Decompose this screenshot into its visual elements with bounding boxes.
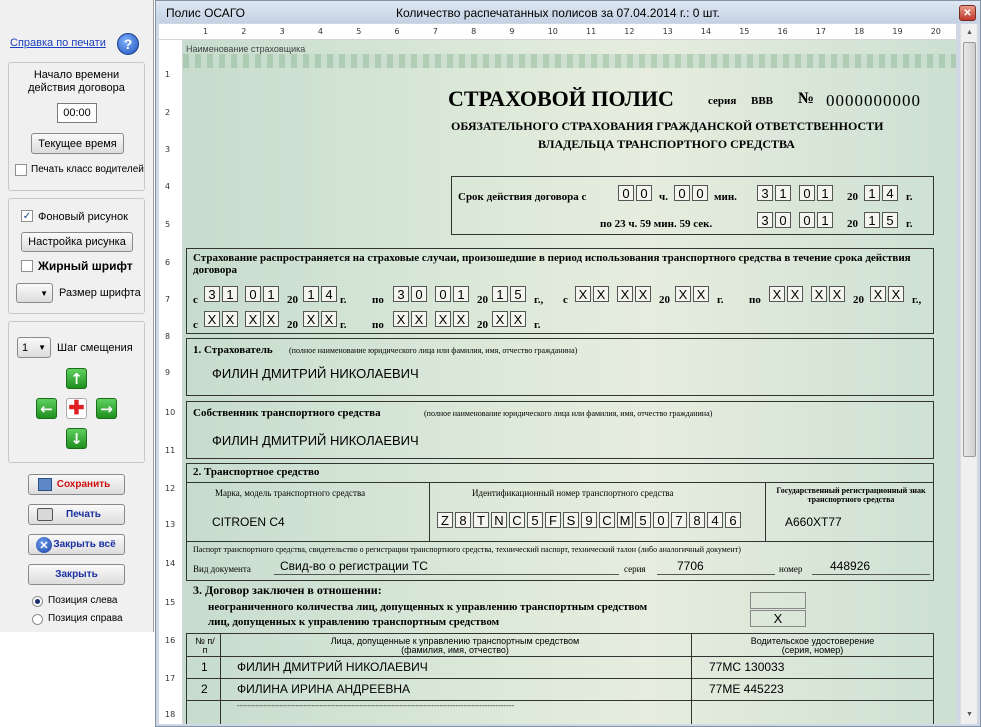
start-hour-digit: 0 xyxy=(618,185,634,201)
help-icon[interactable]: ? xyxy=(117,33,139,55)
ruler-col-label: 7 xyxy=(432,27,438,36)
x-digit: X xyxy=(593,286,609,302)
p1-to-digit: 5 xyxy=(510,286,526,302)
position-left-radio[interactable] xyxy=(32,596,43,607)
start-time-label: Начало времени действия договора xyxy=(28,69,125,94)
ruler-row-label: 4 xyxy=(165,182,171,191)
start-time-input[interactable]: 00:00 xyxy=(57,103,97,123)
start-year xyxy=(864,185,900,201)
offset-step-value: 1 xyxy=(22,341,29,354)
driver-2-name: ФИЛИНА ИРИНА АНДРЕЕВНА xyxy=(237,682,410,696)
image-settings-button[interactable]: Настройка рисунка xyxy=(21,232,133,252)
ruler-col-label: 10 xyxy=(547,27,558,36)
end-day-digit: 3 xyxy=(757,212,773,228)
reg-number: А660ХТ77 xyxy=(785,515,842,529)
vin-char: 6 xyxy=(725,512,741,528)
period2-from-day xyxy=(575,286,611,302)
arrow-right-icon[interactable]: → xyxy=(96,398,117,419)
close-circle-icon: ✕ xyxy=(36,537,52,553)
start-year-digit: 1 xyxy=(864,185,880,201)
unlimited-checkbox xyxy=(750,592,806,609)
ruler-row-label: 14 xyxy=(165,559,176,568)
end-month-digit: 1 xyxy=(817,212,833,228)
p1-from-digit: 4 xyxy=(321,286,337,302)
period-to-label: по xyxy=(372,294,384,306)
save-button[interactable] xyxy=(28,474,125,495)
ruler-row-label: 13 xyxy=(165,520,176,529)
ruler-row-label: 16 xyxy=(165,636,176,645)
x-digit: X xyxy=(222,311,238,327)
vin-char: F xyxy=(545,512,561,528)
insured-name: ФИЛИН ДМИТРИЙ НИКОЛАЕВИЧ xyxy=(212,366,419,381)
vin-char: N xyxy=(491,512,507,528)
hour-label: ч. xyxy=(659,191,668,203)
close-icon[interactable]: ✕ xyxy=(959,5,976,21)
make-label: Марка, модель транспортного средства xyxy=(215,488,366,498)
divider xyxy=(429,482,430,541)
period3-to-day xyxy=(393,311,429,327)
x-digit: X xyxy=(870,286,886,302)
arrow-left-icon[interactable]: ← xyxy=(36,398,57,419)
p1-to-digit: 1 xyxy=(492,286,508,302)
coverage-text: Страхование распространяется на страховые случаи, произошедшие в период использования транспортного средства в течение срока действия договора xyxy=(193,252,911,276)
x-digit: X xyxy=(303,311,319,327)
end-year xyxy=(864,212,900,228)
ruler-row-label: 3 xyxy=(165,145,171,154)
owner-box xyxy=(186,401,934,459)
vin-boxes xyxy=(437,512,743,528)
driver-1-license: 77МС 130033 xyxy=(709,660,785,674)
period3-from-label: с xyxy=(193,319,198,331)
x-digit: X xyxy=(888,286,904,302)
x-digit: X xyxy=(575,286,591,302)
vertical-scrollbar[interactable] xyxy=(960,24,977,724)
background-image-checkbox[interactable]: ✓ xyxy=(22,210,32,222)
x-digit: X xyxy=(787,286,803,302)
printer-icon xyxy=(37,508,53,521)
p1-to-digit: 0 xyxy=(435,286,451,302)
policy-form xyxy=(183,40,956,724)
underline xyxy=(812,574,930,575)
period2-from-year xyxy=(675,286,711,302)
period2-to-day xyxy=(769,286,805,302)
ruler-col-label: 17 xyxy=(815,27,826,36)
col-license-sub: (серия, номер) xyxy=(781,645,844,655)
window-status: Количество распечатанных полисов за 07.04.2014 г.: 0 шт. xyxy=(396,6,720,20)
ruler-col-label: 6 xyxy=(394,27,400,36)
vin-char: M xyxy=(617,512,633,528)
close-all-button[interactable] xyxy=(28,534,125,555)
reg-label: Государственный регистрационный знак транспортного средства xyxy=(776,486,926,504)
start-hour xyxy=(618,185,654,201)
print-driver-class-label: Печать класс водителей xyxy=(31,164,144,175)
subtitle-line2: ВЛАДЕЛЬЦА ТРАНСПОРТНОГО СРЕДСТВА xyxy=(538,137,795,151)
period2-to-label: по xyxy=(749,294,761,306)
ruler-col-label: 4 xyxy=(317,27,323,36)
ruler-row-label: 7 xyxy=(165,295,171,304)
p3-from-g: г. xyxy=(340,319,347,331)
doc-series-label: серия xyxy=(624,564,646,574)
driver-1-name: ФИЛИН ДМИТРИЙ НИКОЛАЕВИЧ xyxy=(237,660,428,674)
empty-row-dashes: -------------------------------------------------------------------------------------------------------- xyxy=(237,701,515,710)
vin-label: Идентификационный номер транспортного средства xyxy=(472,488,674,498)
period2-to-month xyxy=(811,286,847,302)
scrollbar-thumb[interactable] xyxy=(963,42,976,457)
ruler-col-label: 1 xyxy=(203,27,209,36)
term-label: Срок действия договора с xyxy=(458,191,587,203)
insured-note: (полное наименование юридического лица или фамилия, имя, отчество гражданина) xyxy=(289,346,578,355)
insured-label: 1. Страхователь xyxy=(193,344,273,356)
period3-from-year xyxy=(303,311,339,327)
period3-to-label: по xyxy=(372,319,384,331)
x-digit: X xyxy=(811,286,827,302)
scroll-up-icon[interactable]: ▲ xyxy=(966,29,973,36)
underline xyxy=(657,574,775,575)
insurer-label: Наименование страховщика xyxy=(186,44,306,54)
row-ruler xyxy=(159,40,183,724)
print-button-label: Печать xyxy=(66,509,101,520)
start-time-group xyxy=(8,62,145,191)
col-person-header: Лица, допущенные к управлению транспортным средством xyxy=(330,636,580,646)
p1-from-year-prefix: 20 xyxy=(287,294,298,306)
p1-to-g: г., xyxy=(534,294,544,306)
p1-from-digit: 1 xyxy=(222,286,238,302)
vin-char: 0 xyxy=(653,512,669,528)
subtitle-line1: ОБЯЗАТЕЛЬНОГО СТРАХОВАНИЯ ГРАЖДАНСКОЙ ОТВЕТСТВЕННОСТИ xyxy=(451,119,884,133)
offset-step-dropdown[interactable] xyxy=(17,337,51,358)
period3-to-month xyxy=(435,311,471,327)
start-day xyxy=(757,185,793,201)
start-year-suffix: г. xyxy=(906,191,913,203)
ruler-col-label: 15 xyxy=(739,27,750,36)
limited-checkbox: X xyxy=(750,610,806,627)
vehicle-label: 2. Транспортное средство xyxy=(193,466,320,478)
col-license-header: Водительское удостоверение xyxy=(750,636,875,646)
p1-to-digit: 3 xyxy=(393,286,409,302)
policy-title: СТРАХОВОЙ ПОЛИС xyxy=(448,86,674,111)
ruler-col-label: 3 xyxy=(279,27,285,36)
period2-from-label: с xyxy=(563,294,568,306)
column-ruler xyxy=(159,24,956,40)
doc-number-value: 448926 xyxy=(830,559,871,573)
x-digit: X xyxy=(453,311,469,327)
x-digit: X xyxy=(693,286,709,302)
ruler-col-label: 13 xyxy=(662,27,673,36)
ruler-col-label: 16 xyxy=(777,27,788,36)
current-time-button[interactable]: Текущее время xyxy=(31,133,124,154)
ruler-col-label: 18 xyxy=(854,27,865,36)
p2-to-year-prefix: 20 xyxy=(853,294,864,306)
minute-label: мин. xyxy=(714,191,737,203)
period1-from-month xyxy=(245,286,281,302)
p3-to-g: г. xyxy=(534,319,541,331)
end-year-prefix: 20 xyxy=(847,218,858,230)
vehicle-make: CITROEN C4 xyxy=(212,515,285,529)
doc-type-value: Свид-во о регистрации ТС xyxy=(280,559,428,573)
vin-char: C xyxy=(599,512,615,528)
divider xyxy=(187,541,933,542)
divider xyxy=(187,656,933,657)
end-time-label: по 23 ч. 59 мин. 59 сек. xyxy=(600,218,713,230)
start-day-digit: 1 xyxy=(775,185,791,201)
x-digit: X xyxy=(204,311,220,327)
start-day-digit: 3 xyxy=(757,185,773,201)
save-button-label: Сохранить xyxy=(56,479,111,490)
background-image-label: Фоновый рисунок xyxy=(38,211,128,223)
passport-label: Паспорт транспортного средства, свидетельство о регистрации транспортного средства, технический паспорт, технический талон (либо аналогичный документ) xyxy=(193,545,741,554)
print-driver-class-checkbox[interactable] xyxy=(15,164,27,176)
p3-to-year-prefix: 20 xyxy=(477,319,488,331)
x-digit: X xyxy=(435,311,451,327)
ruler-row-label: 17 xyxy=(165,674,176,683)
ruler-row-label: 5 xyxy=(165,220,171,229)
p3-from-year-prefix: 20 xyxy=(287,319,298,331)
policy-window xyxy=(155,0,981,727)
x-digit: X xyxy=(492,311,508,327)
series-label: серия xyxy=(708,95,737,107)
print-button[interactable] xyxy=(28,504,125,525)
divider xyxy=(187,482,933,483)
driver-2-license: 77МЕ 445223 xyxy=(709,682,784,696)
underline xyxy=(274,574,619,575)
period1-from-day xyxy=(204,286,240,302)
ruler-col-label: 12 xyxy=(624,27,635,36)
x-digit: X xyxy=(321,311,337,327)
font-settings-group xyxy=(8,198,145,314)
x-digit: X xyxy=(510,311,526,327)
help-link[interactable]: Справка по печати xyxy=(10,37,106,49)
end-year-digit: 5 xyxy=(882,212,898,228)
vehicle-box xyxy=(186,463,934,581)
chevron-down-icon: ▼ xyxy=(38,343,46,352)
start-month-digit: 1 xyxy=(817,185,833,201)
start-minute xyxy=(674,185,710,201)
x-digit: X xyxy=(245,311,261,327)
period3-to-year xyxy=(492,311,528,327)
divider xyxy=(187,678,933,679)
window-titlebar xyxy=(156,1,980,23)
end-day xyxy=(757,212,793,228)
vin-char: 5 xyxy=(527,512,543,528)
center-cross-icon[interactable]: ✚ xyxy=(66,398,87,419)
contract-label: 3. Договор заключен в отношении: xyxy=(193,583,382,597)
ruler-col-label: 9 xyxy=(509,27,515,36)
close-all-button-label: Закрыть всё xyxy=(53,539,116,550)
series-value: ВВВ xyxy=(751,95,774,107)
bold-font-label: Жирный шрифт xyxy=(38,259,133,273)
x-digit: X xyxy=(675,286,691,302)
vin-char: 8 xyxy=(689,512,705,528)
close-button[interactable]: Закрыть xyxy=(28,564,125,585)
offset-group xyxy=(8,321,145,463)
ruler-col-label: 8 xyxy=(471,27,477,36)
position-right-radio[interactable] xyxy=(32,614,43,625)
ruler-row-label: 2 xyxy=(165,108,171,117)
window-title: Полис ОСАГО xyxy=(166,6,245,20)
ruler-row-label: 6 xyxy=(165,258,171,267)
font-size-dropdown[interactable]: ▼ xyxy=(16,283,53,303)
policy-number: 0000000000 xyxy=(826,91,921,110)
driver-2-no: 2 xyxy=(201,682,208,696)
arrow-down-icon[interactable]: ↓ xyxy=(66,428,87,449)
p1-to-digit: 1 xyxy=(453,286,469,302)
period1-to-month xyxy=(435,286,471,302)
owner-note: (полное наименование юридического лица или фамилия, имя, отчество гражданина) xyxy=(424,409,713,418)
ruler-col-label: 2 xyxy=(241,27,247,36)
ruler-row-label: 9 xyxy=(165,368,171,377)
doc-type-label: Вид документа xyxy=(193,564,251,574)
offset-step-label: Шаг смещения xyxy=(57,342,133,354)
vin-char: Z xyxy=(437,512,453,528)
owner-label: Собственник транспортного средства xyxy=(193,407,381,419)
coverage-box xyxy=(186,248,934,334)
p1-from-digit: 3 xyxy=(204,286,220,302)
drivers-table xyxy=(186,633,934,724)
vin-char: 5 xyxy=(635,512,651,528)
start-year-digit: 4 xyxy=(882,185,898,201)
x-digit: X xyxy=(617,286,633,302)
ruler-row-label: 10 xyxy=(165,408,176,417)
p1-from-digit: 1 xyxy=(303,286,319,302)
x-digit: X xyxy=(829,286,845,302)
ruler-col-label: 19 xyxy=(892,27,903,36)
scroll-down-icon[interactable]: ▼ xyxy=(966,711,973,718)
period2-from-month xyxy=(617,286,653,302)
period1-to-year xyxy=(492,286,528,302)
period3-from-day xyxy=(204,311,240,327)
period-from-label: с xyxy=(193,294,198,306)
limited-label: лиц, допущенных к управлению транспортным средством xyxy=(208,616,500,628)
period1-from-year xyxy=(303,286,339,302)
print-settings-panel xyxy=(0,0,154,632)
bold-font-checkbox[interactable] xyxy=(21,260,33,272)
p1-to-year-prefix: 20 xyxy=(477,294,488,306)
col-person-sub: (фамилия, имя, отчество) xyxy=(401,645,509,655)
p2-from-g: г. xyxy=(717,294,724,306)
period1-to-day xyxy=(393,286,429,302)
vin-char: C xyxy=(509,512,525,528)
end-year-suffix: г. xyxy=(906,218,913,230)
start-minute-digit: 0 xyxy=(692,185,708,201)
p1-to-digit: 0 xyxy=(411,286,427,302)
x-digit: X xyxy=(263,311,279,327)
ornament-border xyxy=(183,54,956,68)
end-day-digit: 0 xyxy=(775,212,791,228)
x-digit: X xyxy=(769,286,785,302)
start-month xyxy=(799,185,835,201)
p1-from-digit: 0 xyxy=(245,286,261,302)
start-minute-digit: 0 xyxy=(674,185,690,201)
end-month-digit: 0 xyxy=(799,212,815,228)
col-no-header: № п/п xyxy=(195,636,215,655)
ruler-row-label: 8 xyxy=(165,332,171,341)
vin-char: 9 xyxy=(581,512,597,528)
vin-char: S xyxy=(563,512,579,528)
x-digit: X xyxy=(411,311,427,327)
ruler-col-label: 14 xyxy=(700,27,712,36)
vin-char: 7 xyxy=(671,512,687,528)
end-year-digit: 1 xyxy=(864,212,880,228)
owner-name: ФИЛИН ДМИТРИЙ НИКОЛАЕВИЧ xyxy=(212,433,419,448)
ruler-col-label: 5 xyxy=(356,27,362,36)
period3-from-month xyxy=(245,311,281,327)
number-sign: № xyxy=(798,90,815,107)
x-digit: X xyxy=(393,311,409,327)
save-disk-icon xyxy=(38,478,52,491)
term-box xyxy=(451,176,934,235)
ruler-col-label: 20 xyxy=(930,27,941,36)
doc-series-value: 7706 xyxy=(677,559,704,573)
period2-to-year xyxy=(870,286,906,302)
p2-from-year-prefix: 20 xyxy=(659,294,670,306)
font-size-label: Размер шрифта xyxy=(59,287,141,299)
start-month-digit: 0 xyxy=(799,185,815,201)
ruler-col-label: 11 xyxy=(586,27,597,36)
unlimited-label: неограниченного количества лиц, допущенных к управлению транспортным средством xyxy=(208,601,648,613)
driver-1-no: 1 xyxy=(201,660,208,674)
vin-char: T xyxy=(473,512,489,528)
end-month xyxy=(799,212,835,228)
divider xyxy=(765,482,766,541)
start-year-prefix: 20 xyxy=(847,191,858,203)
position-right-label: Позиция справа xyxy=(48,613,123,624)
p1-from-digit: 1 xyxy=(263,286,279,302)
ruler-row-label: 11 xyxy=(165,446,176,455)
doc-number-label: номер xyxy=(779,564,803,574)
ruler-row-label: 18 xyxy=(165,710,176,719)
position-left-label: Позиция слева xyxy=(48,595,118,606)
vin-char: 8 xyxy=(455,512,471,528)
ruler-row-label: 15 xyxy=(165,598,176,607)
p1-from-g: г. xyxy=(340,294,347,306)
p2-to-g: г., xyxy=(912,294,922,306)
x-digit: X xyxy=(635,286,651,302)
ruler-row-label: 12 xyxy=(165,484,176,493)
vin-char: 4 xyxy=(707,512,723,528)
start-hour-digit: 0 xyxy=(636,185,652,201)
insured-box xyxy=(186,338,934,396)
arrow-up-icon[interactable]: ↑ xyxy=(66,368,87,389)
ruler-row-label: 1 xyxy=(165,70,171,79)
